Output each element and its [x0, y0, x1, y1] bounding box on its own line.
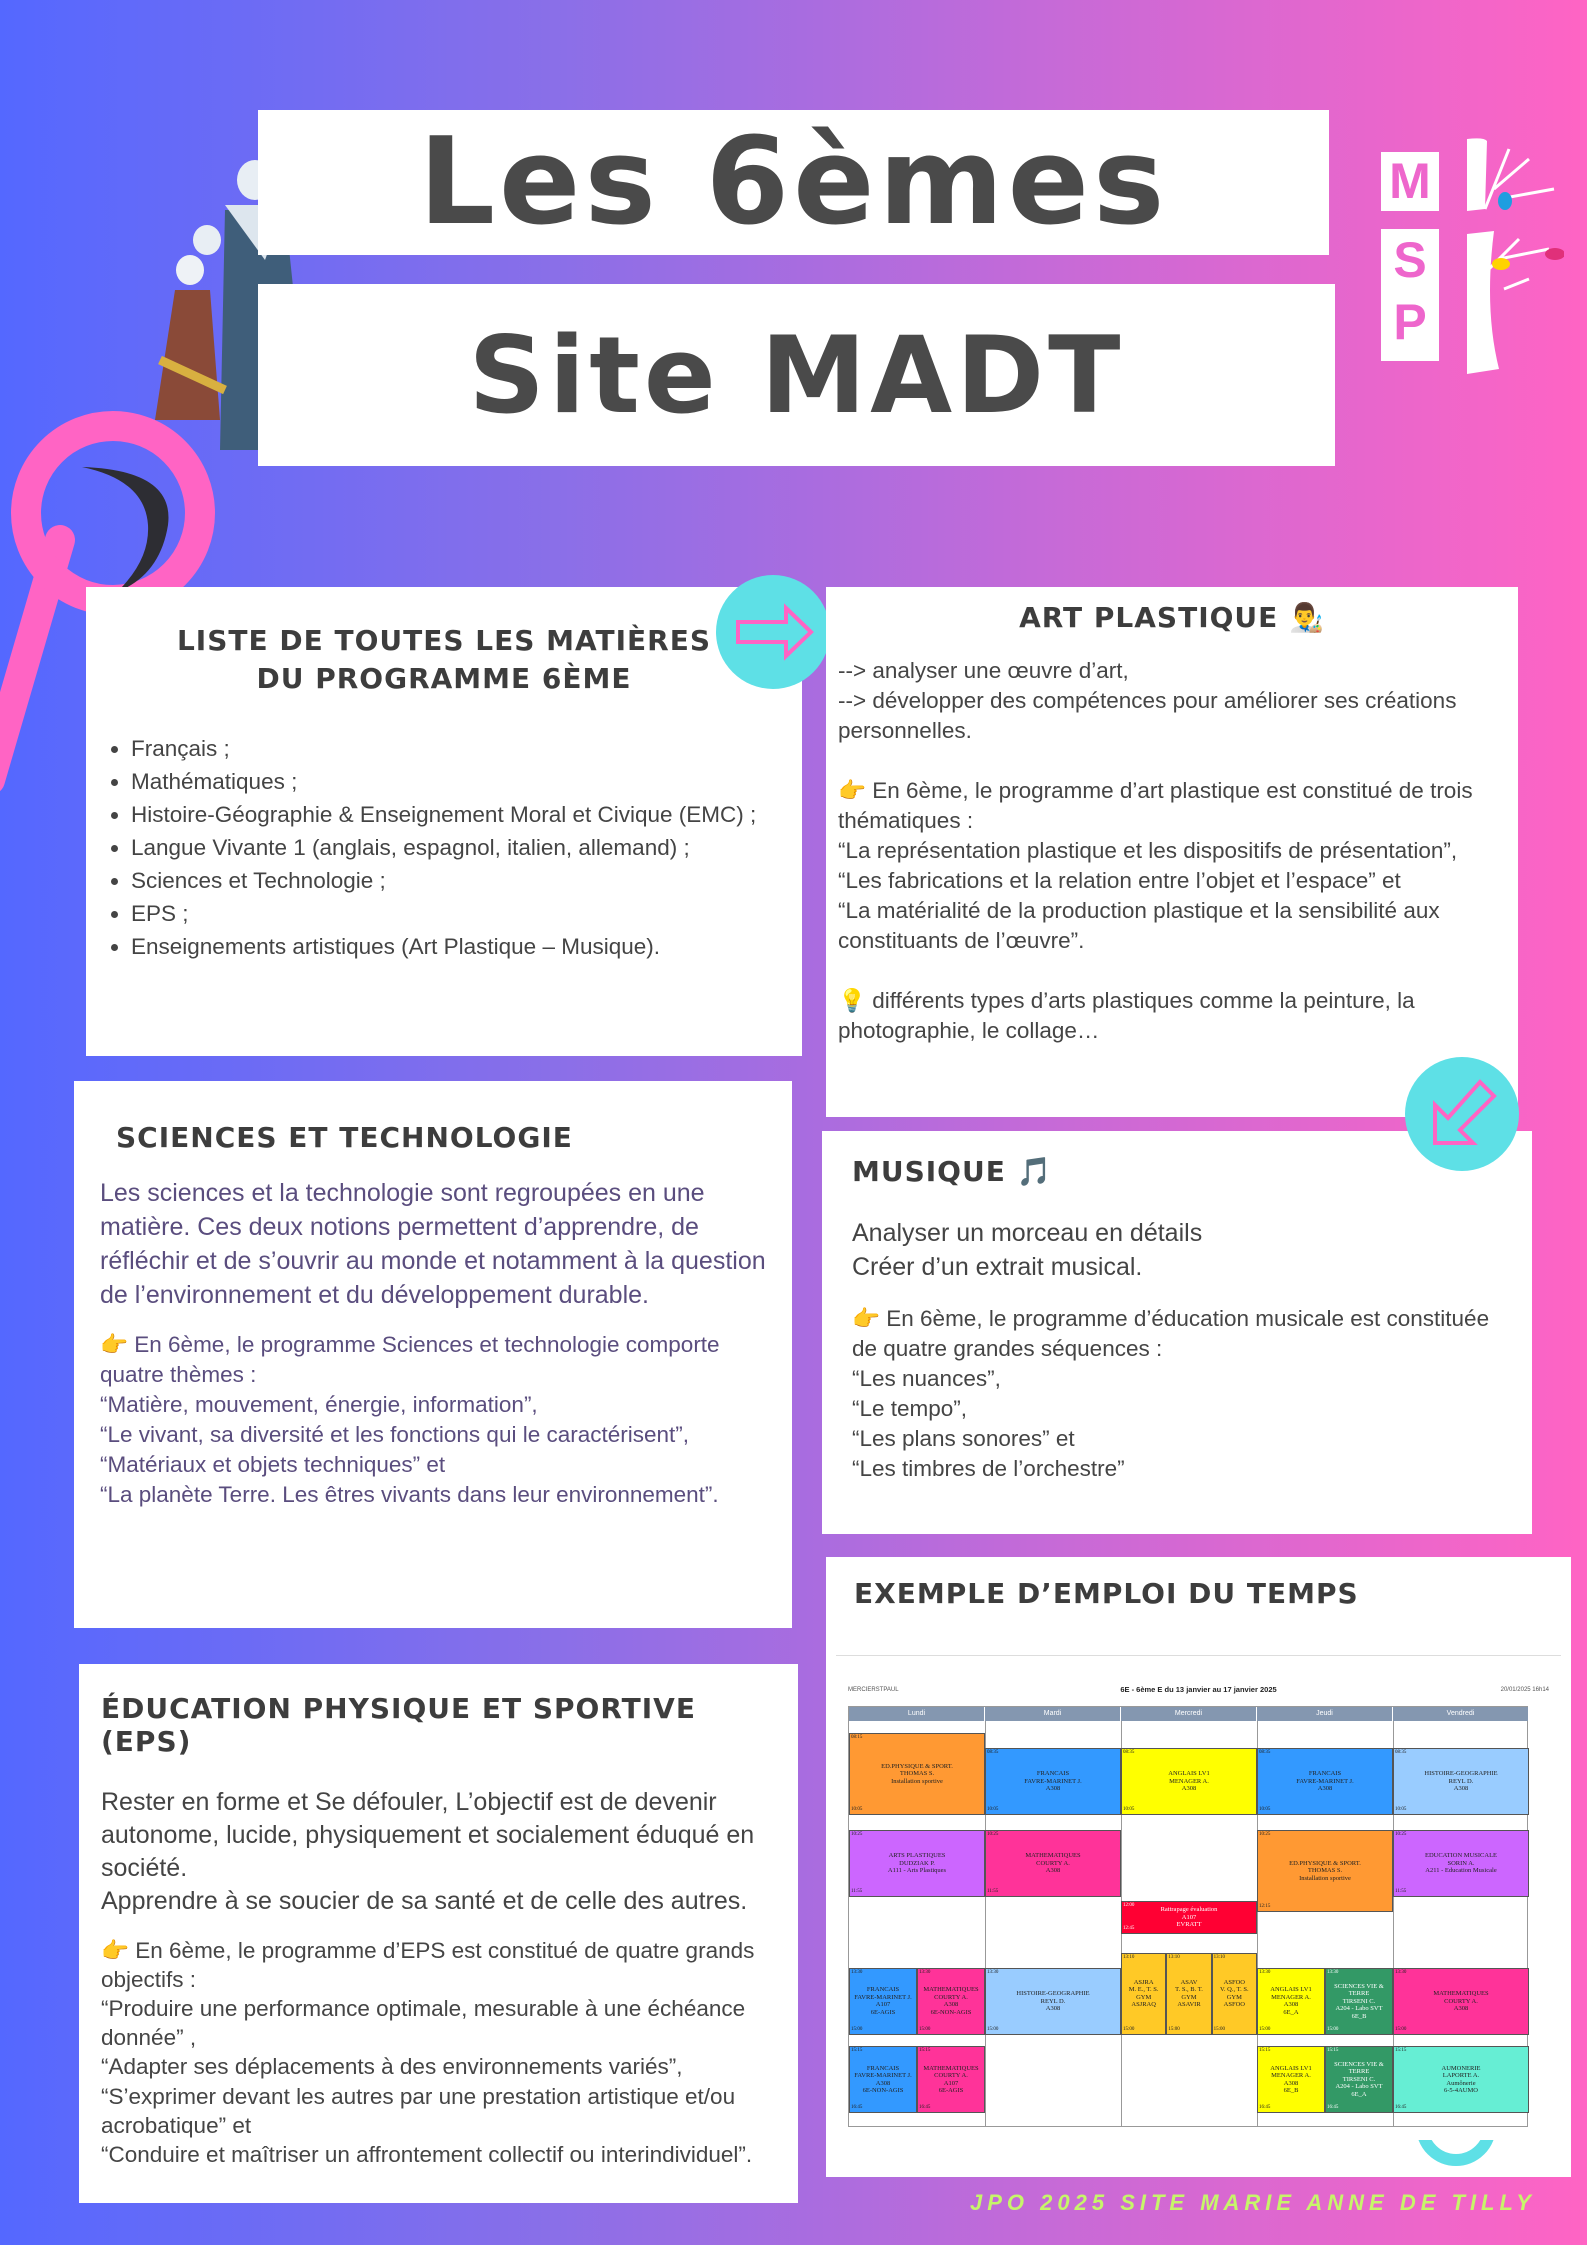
event-line: A308 — [1181, 1785, 1197, 1793]
timetable-event[interactable] — [1393, 1830, 1529, 1897]
sciences-intro: Les sciences et la technologie sont regroupées en une matière. Ces deux notions permettent d’apprendre, de réfléchir et de s’ouvrir au monde et notamment à la question de l’environnement et du développement durable. — [100, 1179, 766, 1309]
timetable-event[interactable] — [917, 2046, 985, 2113]
event-line: 6E_A — [1283, 2008, 1299, 2016]
event-line: 6E-AGIS — [870, 2008, 896, 2016]
event-line: THOMAS S. — [899, 1770, 935, 1778]
list-item: • Sciences et Technologie ; — [131, 864, 802, 897]
event-start: 15:15 — [919, 2048, 931, 2054]
event-end: 16:45 — [851, 2105, 863, 2111]
timetable-event[interactable] — [985, 1968, 1121, 2035]
event-line: FAVRE-MARINET J. — [854, 2072, 912, 2080]
eps-card — [79, 1664, 798, 2203]
event-start: 10:25 — [851, 1832, 863, 1838]
event-line: GYM — [1181, 1993, 1197, 2001]
timetable-event[interactable] — [1166, 1953, 1211, 2035]
day-header: Mercredi — [1121, 1707, 1257, 1721]
event-start: 15:15 — [1395, 2048, 1407, 2054]
tt-heading: 6E - 6ème E du 13 janvier au 17 janvier 2025 — [1120, 1685, 1277, 1694]
text-line: “S’exprimer devant les autres par une prestation artistique et/ou acrobatique” et — [101, 2084, 736, 2138]
timetable — [848, 1706, 1528, 2127]
event-line: TIRSENI C. — [1342, 2075, 1376, 2083]
musique-intro-line: Créer d’un extrait musical. — [852, 1253, 1143, 1281]
event-line: A308 — [1283, 2079, 1299, 2087]
event-line: T. S., B. T. — [1175, 1986, 1203, 1994]
text-line — [838, 746, 1506, 776]
event-start: 10:25 — [1259, 1832, 1271, 1838]
event-end: 15:00 — [851, 2026, 863, 2032]
event-line: SCIENCES VIE & — [1334, 2060, 1384, 2068]
list-item: • Langue Vivante 1 (anglais, espagnol, italien, allemand) ; — [131, 831, 802, 864]
event-end: 15:00 — [987, 2026, 999, 2032]
event-end: 16:45 — [1327, 2105, 1339, 2111]
text-line: --> développer des compétences pour améliorer ses créations personnelles. — [838, 688, 1457, 743]
event-end: 15:00 — [1259, 2026, 1271, 2032]
event-start: 08:35 — [1123, 1750, 1135, 1756]
eps-intro: Rester en forme et Se défouler, L’objectif est de devenir autonome, lucide, physiquement et socialement éduqué en société. — [101, 1788, 755, 1882]
day-header: Mardi — [985, 1707, 1121, 1721]
timetable-event[interactable] — [1325, 1968, 1393, 2035]
timetable-event[interactable] — [1257, 1748, 1393, 1815]
arrow-down-left-icon — [1405, 1057, 1519, 1171]
event-line: A308 — [943, 2001, 959, 2009]
text-line: “Adapter ses déplacements à des environnements variés”, — [101, 2054, 683, 2079]
event-start: 08:15 — [851, 1735, 863, 1741]
timetable-event[interactable] — [1393, 1748, 1529, 1815]
event-line: A308 — [1045, 1785, 1061, 1793]
event-start: 13:30 — [851, 1969, 863, 1975]
event-start: 08:35 — [1259, 1750, 1271, 1756]
event-line: Installation sportive — [891, 1777, 943, 1785]
timetable-event[interactable] — [849, 1830, 985, 1897]
msp-logo: M S P — [1379, 129, 1564, 374]
event-line: MATHEMATIQUES — [923, 1986, 979, 1994]
event-start: 13:10 — [1123, 1954, 1135, 1960]
timetable-event[interactable] — [985, 1748, 1121, 1815]
event-start: 13:30 — [1395, 1969, 1407, 1975]
event-line: ASJRAQ — [1131, 2001, 1156, 2009]
eps-title: ÉDUCATION PHYSIQUE ET SPORTIVE (EPS) — [101, 1692, 696, 1758]
event-end: 10:05 — [1123, 1807, 1135, 1813]
cyan-circle-partial — [1416, 2140, 1496, 2166]
tt-author: MERCIERSTPAUL — [848, 1687, 899, 1693]
page-title-line2: Site MADT — [258, 284, 1335, 466]
event-line: COURTY A. — [1444, 1997, 1478, 2005]
event-line: MATHEMATIQUES — [1433, 1990, 1489, 1998]
event-line: SCIENCES VIE & — [1334, 1982, 1384, 1990]
event-line: ASAV — [1180, 1978, 1198, 1986]
event-line: DUDZIAK P. — [899, 1859, 935, 1867]
timetable-event[interactable] — [1393, 1968, 1529, 2035]
event-line: MENAGER A. — [1271, 2072, 1311, 2080]
timetable-event[interactable] — [849, 1968, 917, 2035]
event-end: 11:55 — [851, 1889, 863, 1895]
timetable-event[interactable] — [1393, 2046, 1529, 2113]
event-line: MATHEMATIQUES — [923, 2064, 979, 2072]
event-line: ARTS PLASTIQUES — [888, 1852, 946, 1860]
event-line: 6-5-4AUMO — [1444, 2087, 1478, 2095]
text-line: “Matériaux et objets techniques” et — [100, 1452, 446, 1477]
event-line: LAPORTE A. — [1442, 2072, 1480, 2080]
art-title: ART PLASTIQUE 👨‍🎨 — [1019, 601, 1325, 634]
list-item: • EPS ; — [131, 897, 802, 930]
text-line: “Produire une performance optimale, mesurable à une échéance donnée” , — [101, 1996, 746, 2050]
event-line: Rattrapage évaluation — [1160, 1906, 1218, 1914]
event-line: A107 — [1181, 1913, 1197, 1921]
event-line: 6E-NON-AGIS — [930, 2008, 972, 2016]
text-line: --> analyser une œuvre d’art, — [838, 658, 1129, 683]
event-line: A204 - Labo SVT — [1335, 2005, 1383, 2013]
event-line: ED.PHYSIQUE & SPORT. — [881, 1762, 953, 1770]
event-line: A308 — [1453, 2005, 1469, 2013]
text-line: “Le vivant, sa diversité et les fonctions qui le caractérisent”, — [100, 1422, 690, 1447]
event-line: Installation sportive — [1299, 1874, 1351, 1882]
event-line: COURTY A. — [1036, 1859, 1070, 1867]
liste-matieres-card — [86, 587, 802, 1056]
event-line: FAVRE-MARINET J. — [854, 1993, 912, 2001]
event-start: 13:30 — [919, 1969, 931, 1975]
list-item: • Français ; — [131, 732, 802, 765]
event-line: COURTY A. — [934, 2072, 968, 2080]
event-end: 10:05 — [987, 1807, 999, 1813]
event-end: 16:45 — [919, 2105, 931, 2111]
timetable-event[interactable] — [849, 1733, 985, 1815]
page-title-line1: Les 6èmes — [258, 110, 1329, 255]
art-plastique-card — [826, 587, 1518, 1117]
musique-intro-line: Analyser un morceau en détails — [852, 1219, 1203, 1247]
event-end: 11:55 — [1395, 1889, 1407, 1895]
day-header: Vendredi — [1393, 1707, 1529, 1721]
event-line: FAVRE-MARINET J. — [1296, 1777, 1354, 1785]
event-line: A308 — [1045, 2005, 1061, 2013]
event-line: ANGLAIS LV1 — [1270, 1986, 1312, 1994]
divider — [836, 1655, 1561, 1656]
event-end: 10:05 — [1395, 1807, 1407, 1813]
timetable-event[interactable] — [1212, 1953, 1257, 2035]
event-end: 15:00 — [1395, 2026, 1407, 2032]
timetable-event[interactable] — [849, 2046, 917, 2113]
event-end: 15:00 — [1327, 2026, 1339, 2032]
footer-text: JPO 2025 SITE MARIE ANNE DE TILLY — [970, 2190, 1536, 2215]
event-line: A308 — [1453, 1785, 1469, 1793]
timetable-event[interactable] — [1257, 2046, 1325, 2113]
list-item: • Histoire-Géographie & Enseignement Moral et Civique (EMC) ; — [131, 798, 802, 831]
event-start: 15:15 — [851, 2048, 863, 2054]
event-line: A308 — [875, 2079, 891, 2087]
text-line: “La planète Terre. Les êtres vivants dans leur environnement”. — [100, 1482, 719, 1507]
event-line: A308 — [1045, 1867, 1061, 1875]
text-line: “Le tempo”, — [852, 1396, 968, 1421]
event-line: V. Q., T. S. — [1220, 1986, 1249, 1994]
event-line: 6E-AGIS — [938, 2087, 964, 2095]
event-line: FRANCAIS — [866, 2064, 900, 2072]
text-line: “Conduire et maîtriser un affrontement collectif ou interindividuel”. — [101, 2142, 753, 2167]
event-line: AUMONERIE — [1441, 2064, 1481, 2072]
event-line: MATHEMATIQUES — [1025, 1852, 1081, 1860]
event-start: 10:25 — [1395, 1832, 1407, 1838]
event-line: REYL D. — [1040, 1997, 1066, 2005]
event-end: 11:55 — [987, 1889, 999, 1895]
event-line: 6E-NON-AGIS — [862, 2087, 904, 2095]
event-start: 13:10 — [1213, 1954, 1226, 1960]
eps-intro: Apprendre à se soucier de sa santé et de celle des autres. — [101, 1887, 748, 1915]
event-line: TERRE — [1348, 1990, 1370, 1998]
event-end: 16:45 — [1395, 2105, 1407, 2111]
event-end: 15:00 — [919, 2026, 931, 2032]
event-line: 6E_B — [1283, 2087, 1299, 2095]
text-line — [838, 956, 1506, 986]
text-line: “Les timbres de l’orchestre” — [852, 1456, 1125, 1481]
event-end: 16:45 — [1259, 2105, 1271, 2111]
event-line: MENAGER A. — [1169, 1777, 1209, 1785]
timetable-event[interactable] — [1257, 1968, 1325, 2035]
event-line: Aumônerie — [1446, 2079, 1476, 2087]
liste-title-line1: LISTE DE TOUTES LES MATIÈRES — [176, 624, 712, 657]
event-line: A211 - Education Musicale — [1425, 1867, 1497, 1875]
event-line: GYM — [1226, 1993, 1242, 2001]
event-line: ED.PHYSIQUE & SPORT. — [1289, 1859, 1361, 1867]
event-line: A111 - Arts Plastiques — [887, 1867, 947, 1875]
timetable-event[interactable] — [917, 1968, 985, 2035]
event-end: 15:00 — [1123, 2026, 1135, 2032]
list-item: • Mathématiques ; — [131, 765, 802, 798]
text-line: 👉 En 6ème, le programme d’éducation musicale est constituée de quatre grandes séquences : — [852, 1306, 1490, 1361]
event-start: 15:15 — [1259, 2048, 1271, 2054]
event-line: TERRE — [1348, 2068, 1370, 2076]
text-line: “Matière, mouvement, énergie, information”, — [100, 1392, 538, 1417]
event-line: MENAGER A. — [1271, 1993, 1311, 2001]
timetable-event[interactable] — [985, 1830, 1121, 1897]
event-line: EDUCATION MUSICALE — [1424, 1852, 1498, 1860]
text-line: “Les nuances”, — [852, 1366, 1001, 1391]
event-line: TIRSENI C. — [1342, 1997, 1376, 2005]
event-line: ASFOO — [1223, 2001, 1245, 2009]
text-line: 👉 En 6ème, le programme Sciences et technologie comporte quatre thèmes : — [100, 1332, 720, 1387]
event-start: 13:30 — [987, 1969, 999, 1975]
event-line: A308 — [1317, 1785, 1333, 1793]
event-line: ASAVIR — [1177, 2001, 1201, 2009]
event-line: HISTOIRE-GEOGRAPHIE — [1424, 1770, 1498, 1778]
timetable-event[interactable] — [1325, 2046, 1393, 2113]
tt-printed: 20/01/2025 16h14 — [1500, 1687, 1549, 1693]
event-end: 15:00 — [1168, 2026, 1180, 2032]
event-line: FRANCAIS — [1036, 1770, 1070, 1778]
event-line: GYM — [1136, 1993, 1152, 2001]
arrow-right-icon — [716, 575, 830, 689]
event-line: ASFOO — [1223, 1978, 1245, 1986]
timetable-event[interactable] — [1257, 1830, 1393, 1912]
event-end: 12:45 — [1123, 1926, 1135, 1932]
timetable-event[interactable] — [1121, 1953, 1166, 2035]
event-line: A204 - Labo SVT — [1335, 2083, 1383, 2091]
event-end: 12:15 — [1259, 1903, 1271, 1909]
event-end: 10:05 — [851, 1807, 863, 1813]
sciences-card — [74, 1081, 792, 1628]
event-line: COURTY A. — [934, 1993, 968, 2001]
event-line: ASJRA — [1133, 1978, 1154, 1986]
event-line: 6E_B — [1351, 2012, 1367, 2020]
event-line: EVRATT — [1176, 1921, 1202, 1929]
event-start: 15:15 — [1327, 2048, 1339, 2054]
event-end: 15:00 — [1213, 2026, 1226, 2032]
event-line: A107 — [943, 2079, 959, 2087]
event-line: ANGLAIS LV1 — [1270, 2064, 1312, 2072]
musique-card — [822, 1131, 1532, 1534]
event-line: 6E_A — [1351, 2090, 1367, 2098]
event-start: 08:35 — [987, 1750, 999, 1756]
event-line: A308 — [1283, 2001, 1299, 2009]
text-line: 👉 En 6ème, le programme d’EPS est constitué de quatre grands objectifs : — [101, 1938, 755, 1992]
text-line: “La représentation plastique et les dispositifs de présentation”, — [838, 838, 1458, 863]
event-start: 10:25 — [987, 1832, 999, 1838]
sciences-title: SCIENCES ET TECHNOLOGIE — [116, 1121, 573, 1154]
event-start: 12:00 — [1123, 1902, 1135, 1908]
event-start: 13:10 — [1168, 1954, 1180, 1960]
event-line: M. E., T. S. — [1128, 1986, 1159, 1994]
list-item: • Enseignements artistiques (Art Plastique – Musique). — [131, 930, 802, 963]
event-line: FAVRE-MARINET J. — [1024, 1777, 1082, 1785]
event-line: SORIN A. — [1447, 1859, 1475, 1867]
event-end: 10:05 — [1259, 1807, 1271, 1813]
event-start: 13:30 — [1327, 1969, 1339, 1975]
text-line: “La matérialité de la production plastique et la sensibilité aux constituants de l’œuvre”. — [838, 898, 1440, 953]
event-line: FRANCAIS — [866, 1986, 900, 1994]
day-header: Lundi — [849, 1707, 985, 1721]
emploi-title: EXEMPLE D’EMPLOI DU TEMPS — [854, 1577, 1359, 1610]
liste-title-line2: DU PROGRAMME 6ÈME — [256, 662, 632, 695]
timetable-event[interactable] — [1121, 1748, 1257, 1815]
day-header: Jeudi — [1257, 1707, 1393, 1721]
musique-title: MUSIQUE 🎵 — [852, 1155, 1053, 1188]
event-line: ANGLAIS LV1 — [1168, 1770, 1210, 1778]
event-line: THOMAS S. — [1307, 1867, 1343, 1875]
text-line: 💡 différents types d’arts plastiques comme la peinture, la photographie, le collage… — [838, 988, 1415, 1043]
event-start: 13:30 — [1259, 1969, 1271, 1975]
event-line: A107 — [875, 2001, 891, 2009]
text-line: “Les plans sonores” et — [852, 1426, 1075, 1451]
event-line: HISTOIRE-GEOGRAPHIE — [1016, 1990, 1090, 1998]
text-line: “Les fabrications et la relation entre l’objet et l’espace” et — [838, 868, 1401, 893]
event-line: REYL D. — [1448, 1777, 1474, 1785]
text-line: 👉 En 6ème, le programme d’art plastique est constitué de trois thématiques : — [838, 778, 1473, 833]
event-line: FRANCAIS — [1308, 1770, 1342, 1778]
timetable-event[interactable] — [1121, 1901, 1257, 1935]
event-start: 08:35 — [1395, 1750, 1407, 1756]
